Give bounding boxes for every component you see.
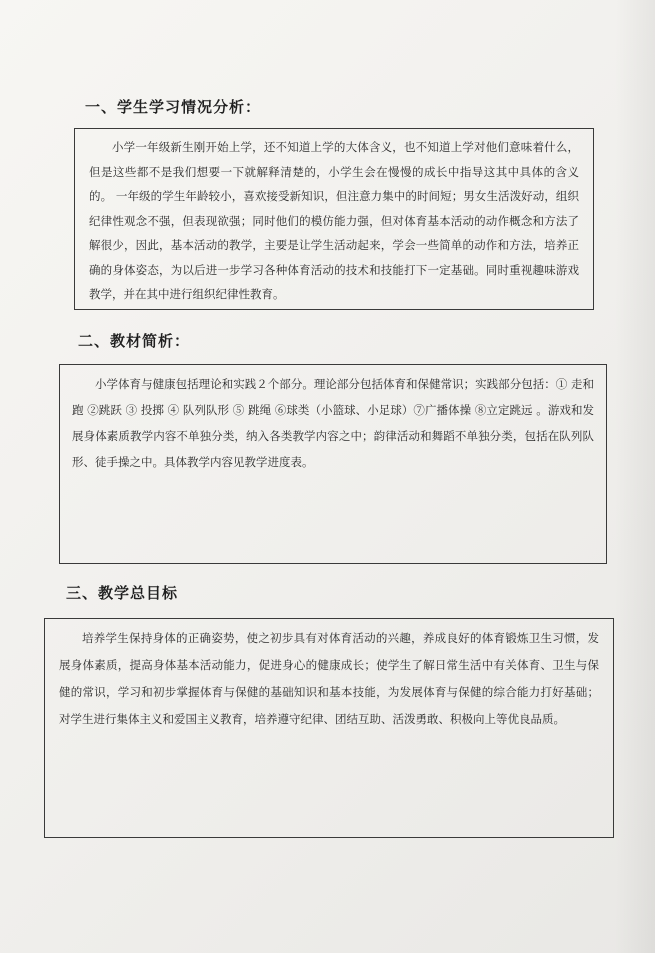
section-box-student-analysis — [74, 128, 594, 310]
section-body-student-analysis: 小学一年级新生刚开始上学，还不知道上学的大体含义，也不知道上学对他们意味着什么，但是这些都不是我们想要一下就解释清楚的，小学生会在慢慢的成长中指导这其中具体的含义的。 一年级的学生年龄较小，喜欢接受新知识，但注意力集中的时间短；男女生活泼好动，组织纪律性观念不强，但表现欲强；同时他们的模仿能力强，但对体育基本活动的动作概念和方法了解很少，因此，基本活动的教学，主要是让学生活动起来，学会一些简单的动作和方法，培养正确的身体姿态，为以后进一步学习各种体育活动的技术和技能打下一定基础。同时重视趣味游戏教学，并在其中进行组织纪律性教育。 — [89, 140, 579, 301]
section-title-student-analysis: 一、学生学习情况分析： — [85, 98, 262, 116]
section-box-material-analysis — [59, 364, 607, 564]
section-title-material-analysis: 二、教材简析： — [78, 332, 191, 350]
page-shadow — [615, 0, 655, 953]
section-title-teaching-goals: 三、教学总目标 — [66, 584, 179, 602]
section-body-teaching-goals: 培养学生保持身体的正确姿势，使之初步具有对体育活动的兴趣，养成良好的体育锻炼卫生习惯，发展身体素质，提高身体基本活动能力，促进身心的健康成长；使学生了解日常生活中有关体育、卫生与保健的常识，学习和初步掌握体育与保健的基础知识和基本技能，为发展体育与保健的综合能力打好基础；对学生进行集体主义和爱国主义教育，培养遵守纪律、团结互助、活泼勇敢、积极向上等优良品质。 — [59, 631, 599, 726]
section-box-teaching-goals — [44, 618, 614, 838]
section-body-material-analysis: 小学体育与健康包括理论和实践２个部分。理论部分包括体育和保健常识；实践部分包括：① 走和跑 ②跳跃 ③ 投掷 ④ 队列队形 ⑤ 跳绳 ⑥球类（小篮球、小足球）⑦广播体操 ⑧立定跳远 。游戏和发展身体素质教学内容不单独分类，纳入各类教学内容之中；韵律活动和舞蹈不单独分类，包括在队列队形、徒手操之中。具体教学内容见教学进度表。 — [72, 377, 594, 469]
